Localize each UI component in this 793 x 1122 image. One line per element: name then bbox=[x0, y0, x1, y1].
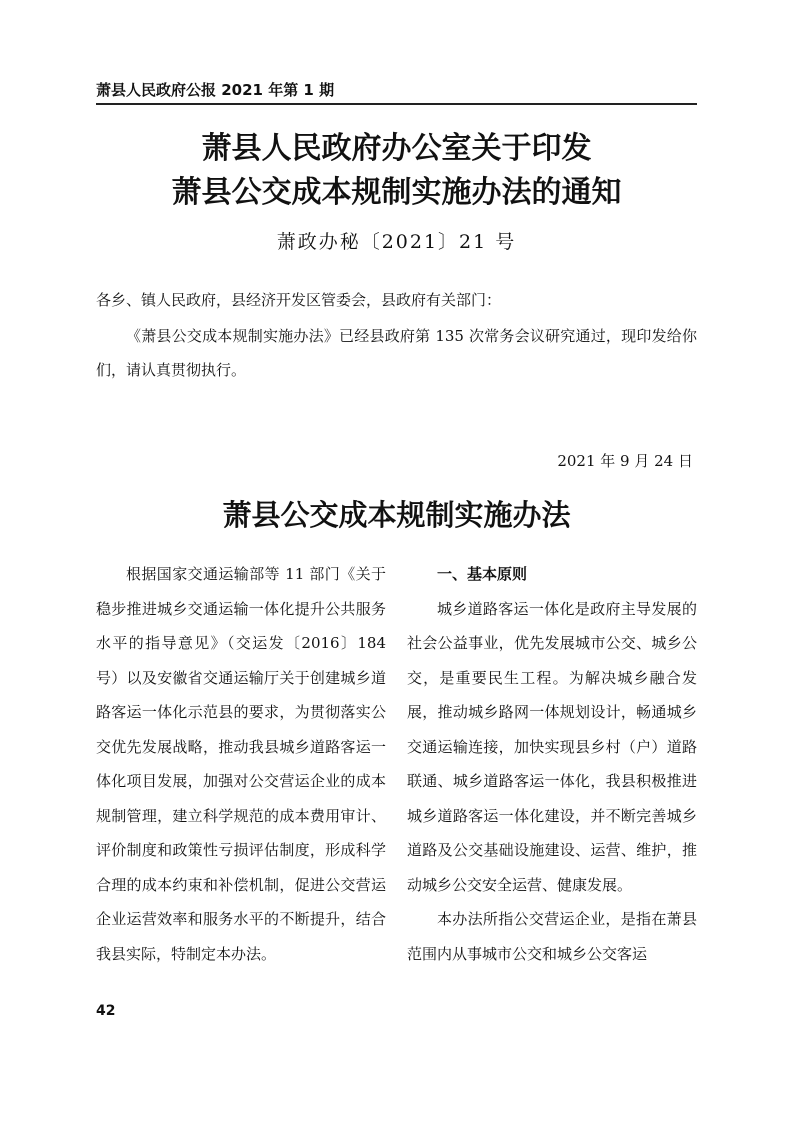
doc-number: 萧政办秘〔2021〕21 号 bbox=[276, 231, 517, 253]
notice-title bbox=[96, 127, 697, 215]
right-paragraph-1: 城乡道路客运一体化是政府主导发展的社会公益事业，优先发展城市公交、城乡公交，是重要民生工程。为解决城乡融合发展，推动城乡路网一体规划设计，畅通城乡交通运输连接，加快实现县乡村（户）道路联通、城乡道路客运一体化，我县积极推进城乡道路客运一体化建设，并不断完善城乡道路及公交基础设施建设、运营、维护，推动城乡公交安全运营、健康发展。 bbox=[407, 599, 697, 894]
notice-body: 《萧县公交成本规制实施办法》已经县政府第 135 次常务会议研究通过，现印发给你们，请认真贯彻执行。 bbox=[96, 327, 697, 379]
left-column bbox=[96, 557, 386, 971]
right-paragraph-2: 本办法所指公交营运企业，是指在萧县范围内从事城市公交和城乡公交客运 bbox=[407, 910, 697, 963]
right-column bbox=[407, 557, 697, 971]
running-header: 萧县人民政府公报 2021 年第 1 期 bbox=[96, 81, 335, 99]
two-column-body bbox=[96, 557, 697, 971]
left-paragraph: 根据国家交通运输部等 11 部门《关于稳步推进城乡交通运输一体化提升公共服务水平的指导意见》（交运发〔2016〕184 号）以及安徽省交通运输厅关于创建城乡道路客运一体化示范县的要求，为贯彻落实公交优先发展战略，推动我县城乡道路客运一体化项目发展，加强对公交营运企业的成本规制管理，建立科学规范的成本费用审计、评价制度和政策性亏损评估制度，形成科学合理的成本约束和补偿机制，促进公交营运企业运营效率和服务水平的不断提升，结合我县实际，特制定本办法。 bbox=[96, 565, 386, 963]
notice-title-line-1: 萧县人民政府办公室关于印发 bbox=[201, 131, 592, 166]
addressee: 各乡、镇人民政府，县经济开发区管委会，县政府有关部门： bbox=[96, 291, 502, 309]
notice-date: 2021 年 9 月 24 日 bbox=[557, 452, 693, 470]
header-rule bbox=[96, 103, 697, 105]
page-number: 42 bbox=[96, 1003, 116, 1019]
measures-title: 萧县公交成本规制实施办法 bbox=[222, 498, 571, 532]
notice-title-line-2: 萧县公交成本规制实施办法的通知 bbox=[171, 175, 622, 210]
section-heading: 一、基本原则 bbox=[437, 565, 528, 583]
